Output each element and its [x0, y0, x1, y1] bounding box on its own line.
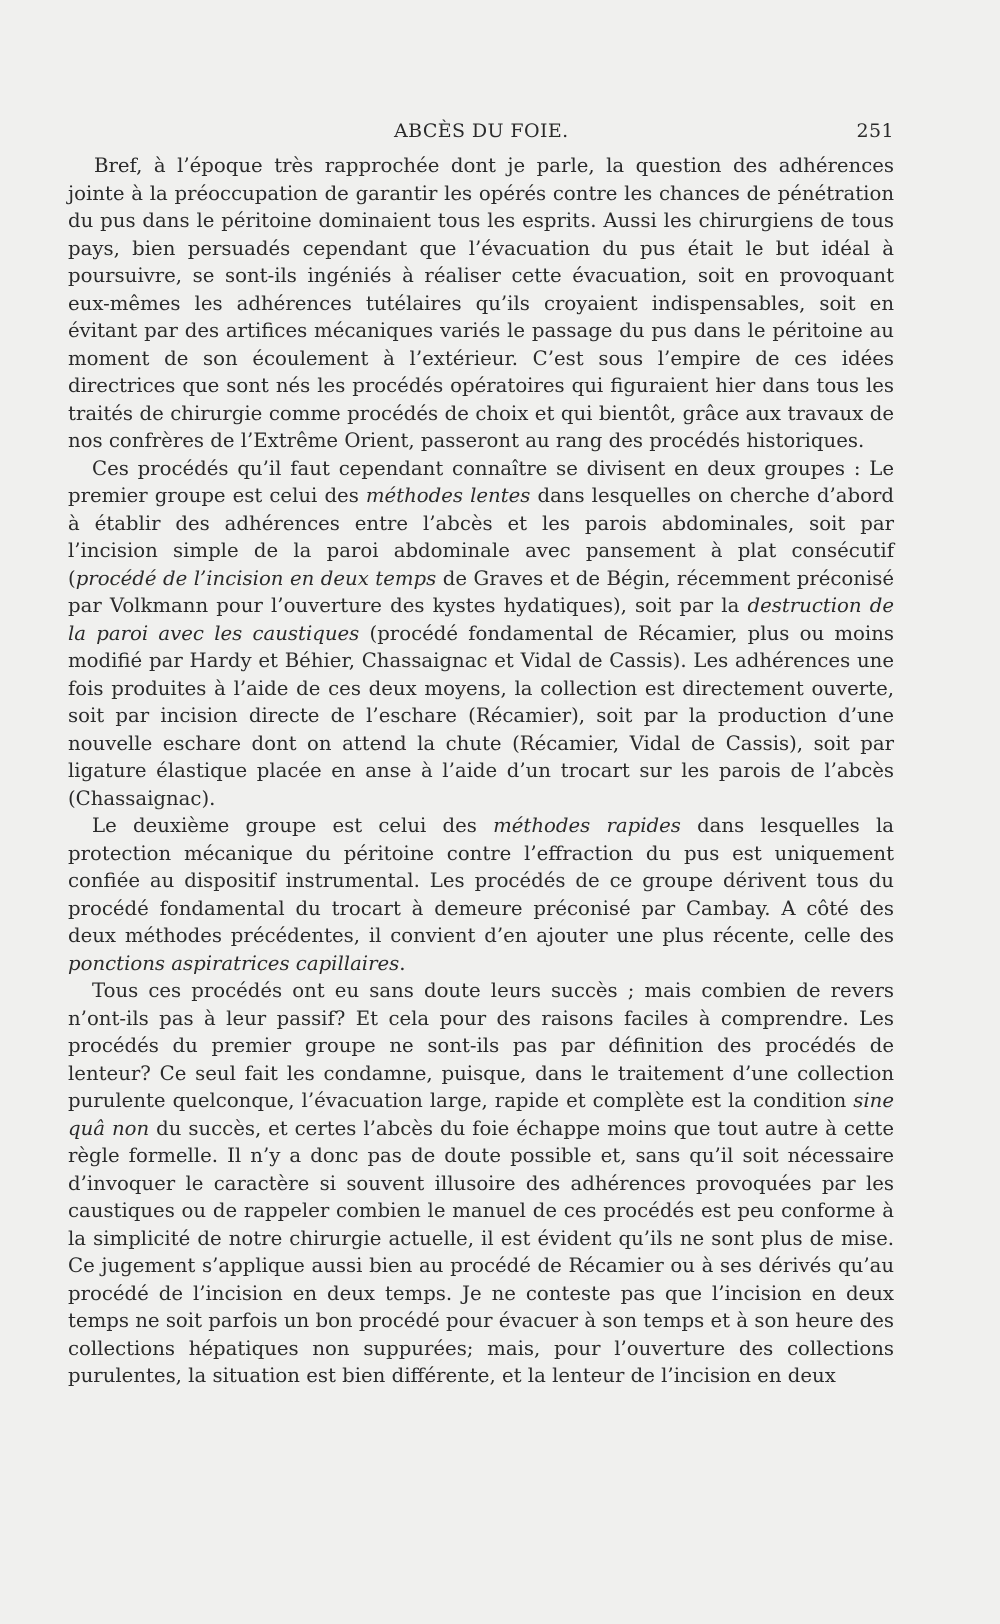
italic-text-run: méthodes rapides — [493, 814, 681, 837]
paragraph — [68, 812, 894, 977]
paragraph — [68, 152, 894, 455]
text-run: Tous ces procédés ont eu sans doute leurs succès ; mais combien de revers n’ont-ils pas à leur passif? Et cela pour des raisons faciles à comprendre. Les procédés du premier groupe ne sont-ils pas par définition des procédés de lenteur? Ce seul fait les condamne, puisque, dans le traitement d’une collection purulente quelconque, l’évacuation large, rapide et complète est la condition — [68, 979, 894, 1112]
running-title: ABCÈS DU FOIE. — [394, 120, 569, 142]
text-run: (procédé fondamental de Récamier, plus ou moins modifié par Hardy et Béhier, Chassaignac et Vidal de Cassis). Les adhérences une fois produites à l’aide de ces deux moyens, la collection est directement ouverte, soit par incision directe de l’eschare (Récamier), soit par la production d’une nouvelle eschare dont on attend la chute (Récamier, Vidal de Cassis), soit par ligature élastique placée en anse à l’aide d’un trocart sur les parois de l’abcès (Chassaignac). — [68, 621, 894, 810]
paragraph — [68, 455, 894, 813]
text-run: Le deuxième groupe est celui des — [92, 814, 494, 837]
text-run: Bref, à l’époque très rapprochée dont je parle, la question des adhérences jointe à la préoccupation de garantir les opérés contre les chances de pénétration du pus dans le péritoine dominaient tous les esprits. Aussi les chirurgiens de tous pays, bien persuadés cependant que l’évacuation du pus était le but idéal à poursuivre, se sont-ils ingéniés à réaliser cette évacuation, soit en provoquant eux-mêmes les adhérences tutélaires qu’ils croyaient indispensables, soit en évitant par des artifices mécaniques variés le passage du pus dans le péritoine au moment de son écoulement à l’extérieur. C’est sous l’empire de ces idées directrices que sont nés les procédés opératoires qui figuraient hier dans tous les traités de chirurgie comme procédés de choix et qui bientôt, grâce aux travaux de nos confrères de l’Extrême Orient, passeront au rang des procédés historiques. — [68, 154, 894, 452]
text-run: Ces procédés qu’il faut cependant connaître se divisent en deux groupes : Le premier groupe est celui des — [68, 456, 894, 507]
text-run: dans lesquelles on cherche d’abord à établir des adhérences entre l’abcès et les parois abdominales, soit par l’incision simple de la paroi abdominale avec pansement à plat consécutif ( — [68, 484, 894, 590]
text-run: du succès, et certes l’abcès du foie échappe moins que tout autre à cette règle formelle. Il n’y a donc pas de doute possible et, sans qu’il soit nécessaire d’invoquer le caractère si souvent illusoire des adhérences provoquées par les caustiques ou de rappeler combien le manuel de ces procédés est peu conforme à la simplicité de notre chirurgie actuelle, il est évident qu’ils ne sont plus de mise. Ce jugement s’applique aussi bien au procédé de Récamier ou à ses dérivés qu’au procédé de l’incision en deux temps. Je ne conteste pas que l’incision en deux temps ne soit parfois un bon procédé pour évacuer à son temps et à son heure des collections hépatiques non suppurées; mais, pour l’ouverture des collections purulentes, la situation est bien différente, et la lenteur de l’incision en deux — [68, 1116, 894, 1387]
page-header — [68, 120, 894, 146]
page-number: 251 — [856, 120, 894, 142]
paragraph — [68, 977, 894, 1390]
text-run: dans lesquelles la protection mécanique du péritoine contre l’effraction du pus est uniquement confiée au dispositif instrumental. Les procédés de ce groupe dérivent tous du procédé fondamental du trocart à demeure préconisé par Cambay. A côté des deux méthodes précédentes, il convient d’en ajouter une plus récente, celle des — [68, 814, 894, 947]
italic-text-run: méthodes lentes — [365, 484, 531, 507]
italic-text-run: sine quâ non — [68, 1089, 894, 1140]
text-run: . — [399, 951, 406, 975]
italic-text-run: ponctions aspiratrices capillaires — [68, 951, 400, 975]
text-run: de Graves et de Bégin, récemment préconisé par Volkmann pour l’ouverture des kystes hydatiques), soit par la — [68, 566, 894, 617]
italic-text-run: destruction de la paroi avec les caustiques — [68, 594, 895, 645]
body-text — [68, 152, 894, 1390]
italic-text-run: procédé de l’incision en deux temps — [75, 566, 437, 590]
